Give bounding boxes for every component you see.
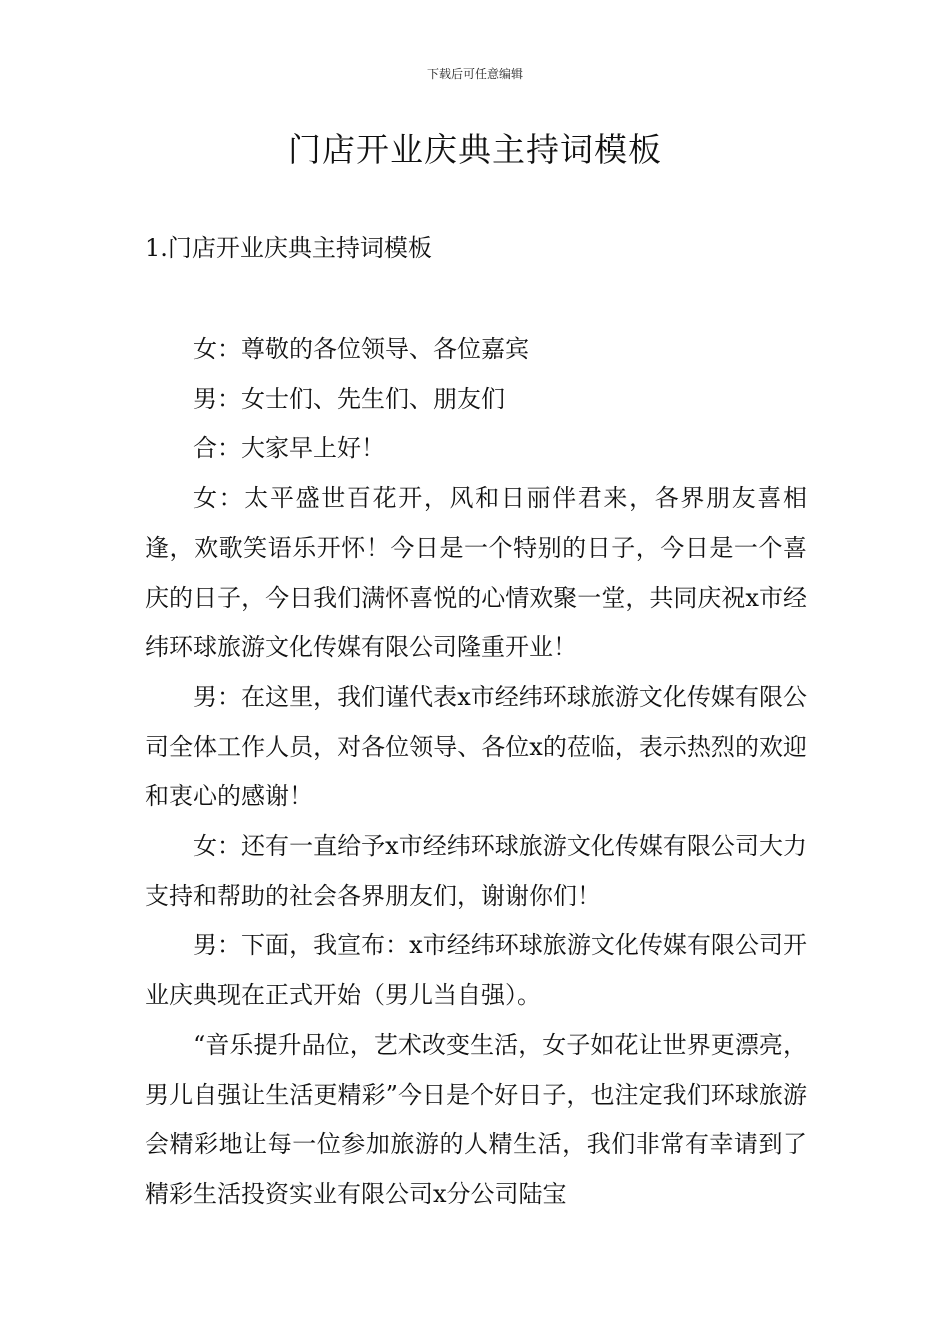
header-note: 下载后可任意编辑 <box>426 67 523 81</box>
paragraph: 男：女士们、先生们、朋友们 <box>193 384 505 413</box>
paragraph: 女：还有一直给予x市经纬环球旅游文化传媒有限公司大力支持和帮助的社会各界朋友们，谢谢你们！ <box>145 832 807 910</box>
paragraph: 女：太平盛世百花开，风和日丽伴君来，各界朋友喜相逢，欢歌笑语乐开怀！今日是一个特别的日子，今日是一个喜庆的日子，今日我们满怀喜悦的心情欢聚一堂，共同庆祝x市经纬环球旅游文化传媒有限公司隆重开业！ <box>145 484 807 662</box>
paragraph: 男：下面，我宣布：x市经纬环球旅游文化传媒有限公司开业庆典现在正式开始（男儿当自强）。 <box>145 931 807 1010</box>
section-heading: 1.门店开业庆典主持词模板 <box>145 234 432 262</box>
document-title: 门店开业庆典主持词模板 <box>288 130 662 169</box>
paragraph: 男：在这里，我们谨代表x市经纬环球旅游文化传媒有限公司全体工作人员，对各位领导、各位x的莅临，表示热烈的欢迎和衷心的感谢！ <box>145 682 807 811</box>
paragraph: 合：大家早上好！ <box>193 434 385 463</box>
paragraph: “音乐提升品位，艺术改变生活，女子如花让世界更漂亮，男儿自强让生活更精彩”今日是个好日子，也注定我们环球旅游会精彩地让每一位参加旅游的人精生活，我们非常有幸请到了精彩生活投资实业有限公司x分公司陆宝 <box>145 1030 807 1208</box>
paragraph: 女：尊敬的各位领导、各位嘉宾 <box>193 335 529 363</box>
document-body <box>145 325 807 1220</box>
